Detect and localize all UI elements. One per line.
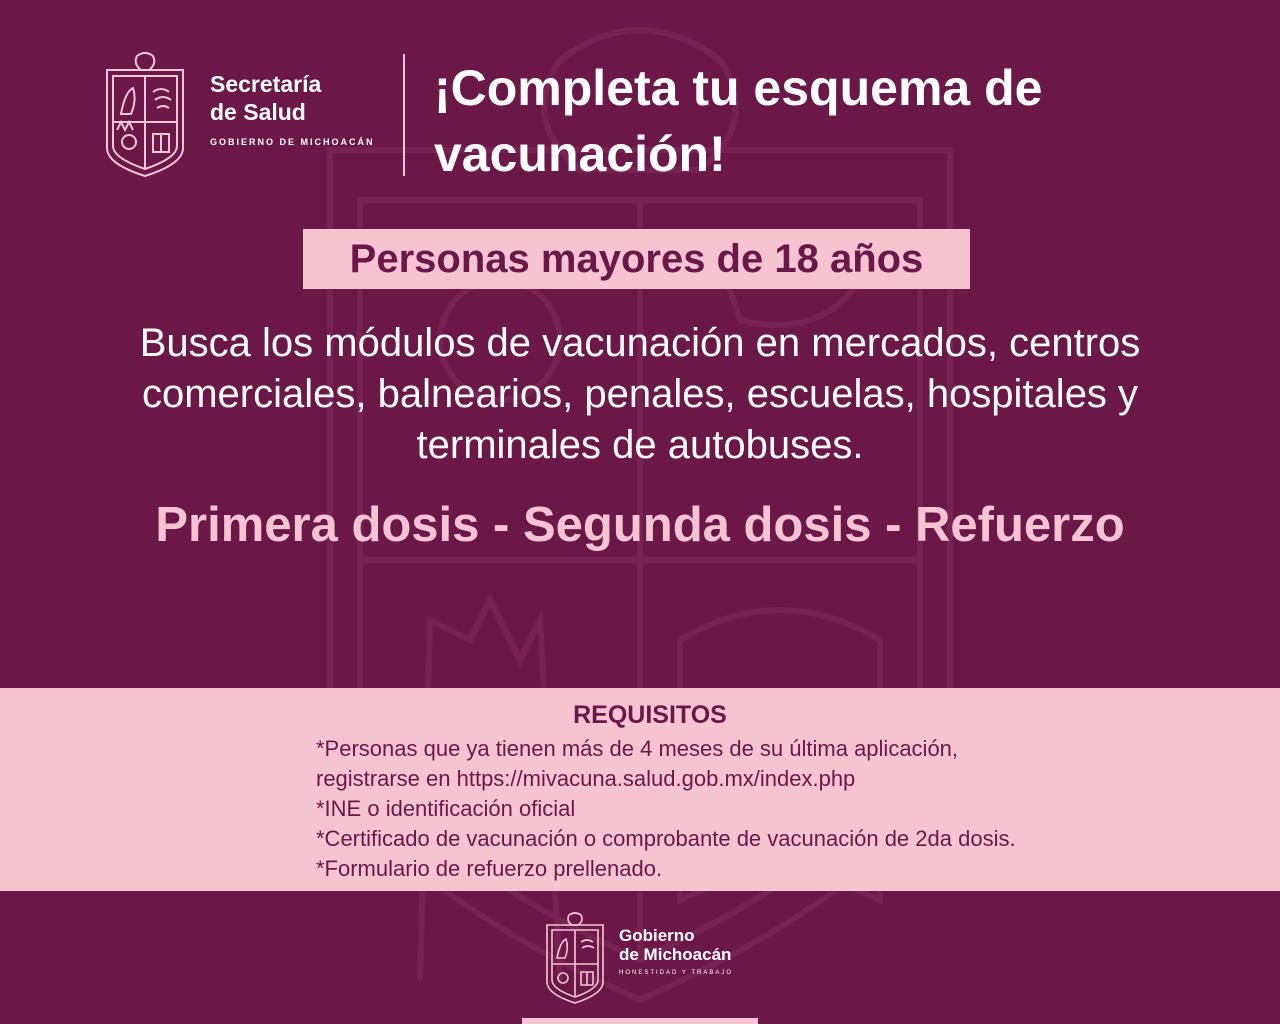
doses-heading: Primera dosis - Segunda dosis - Refuerzo [155,498,1125,552]
org-name-line2: de Salud [210,99,306,125]
footer-motto: HONESTIDAD Y TRABAJO [619,970,734,976]
requirement-item: *INE o identificación oficial [316,796,576,821]
secretaria-salud-logo-icon [103,52,187,178]
requirements-title: REQUISITOS [573,701,727,729]
headline-line2: vacunación! [434,126,726,182]
header-divider [403,54,405,176]
description-text [50,318,1230,471]
bottom-accent-bar [522,1018,758,1024]
requirement-item: registrarse en https://mivacuna.salud.gob.mx/index.php [316,766,856,791]
secretaria-salud-wordmark [210,70,375,147]
footer-org-line2: de Michoacán [619,945,732,964]
org-name-line1: Secretaría [210,71,322,97]
requirement-item: *Certificado de vacunación o comprobante de vacunación de 2da dosis. [316,826,1016,851]
description-line1: Busca los módulos de vacunación en mercados, centros [139,321,1141,365]
org-subtitle: GOBIERNO DE MICHOACÁN [210,137,375,147]
description-line2: comerciales, balnearios, penales, escuelas, hospitales y [141,372,1139,416]
footer-org-line1: Gobierno [619,926,695,945]
requirement-item: *Formulario de refuerzo prellenado. [316,856,663,881]
gobierno-michoacan-wordmark [619,926,733,976]
requirement-item: *Personas que ya tienen más de 4 meses de su última aplicación, [316,736,959,761]
headline-line1: ¡Completa tu esquema de [434,60,1043,116]
requirements-list [316,734,1016,884]
headline [434,55,1234,187]
description-line3: terminales de autobuses. [416,423,864,467]
gobierno-michoacan-logo-icon [544,912,606,1004]
age-label-badge: Personas mayores de 18 años [303,229,970,289]
